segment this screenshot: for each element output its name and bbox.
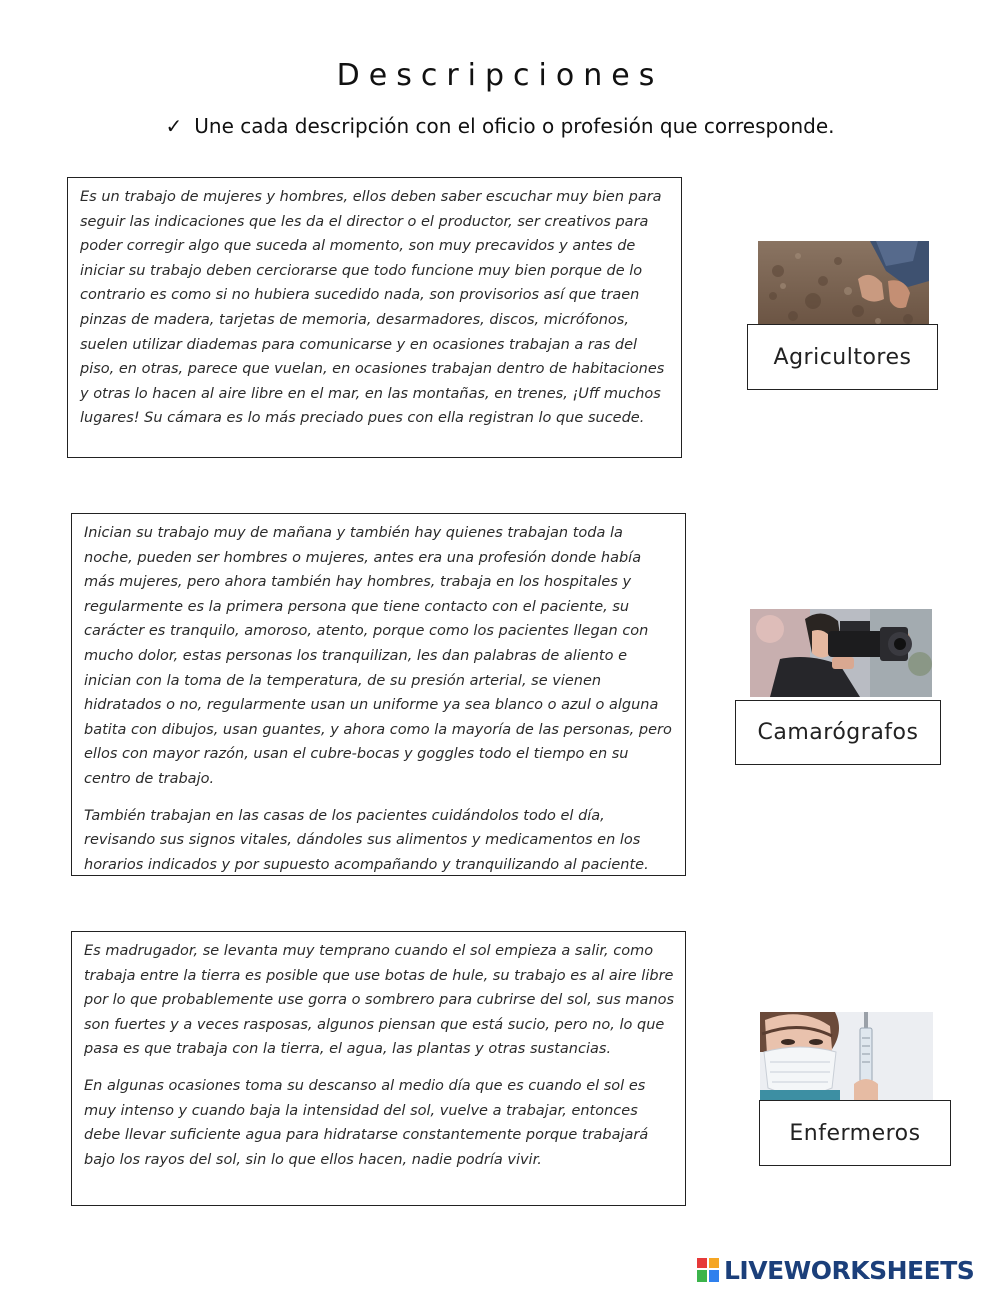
instruction xyxy=(0,114,1000,138)
liveworksheets-logo xyxy=(697,1255,974,1285)
description-box-2[interactable] xyxy=(71,513,686,876)
logo-mark-icon xyxy=(697,1258,719,1282)
description-paragraph: Es un trabajo de mujeres y hombres, ellos deben saber escuchar muy bien para seguir las indicaciones que les da el director o el productor, ser creativos para poder corregir algo que suceda al momento, son muy precavidos y antes de iniciar su trabajo deben cerciorarse que todo funcione muy bien porque de lo contrario es como si no hubiera sucedido nada, son provisorios así que traen pinzas de madera, tarjetas de memoria, desarmadores, discos, micrófonos, suelen utilizar diademas para comunicarse y en ocasiones trabajan a ras del piso, en otras, parece que vuelan, en ocasiones trabajan dentro de habitaciones y otras lo hacen al aire libre en el mar, en las montañas, en trenes, ¡Uff muchos lugares! Su cámara es lo más preciado pues con ella registran lo que sucede. xyxy=(80,189,665,427)
farmer-hands-soil-photo xyxy=(758,241,929,326)
nurse-photo-graphic xyxy=(760,1012,933,1100)
description-paragraph: También trabajan en las casas de los pacientes cuidándolos todo el día, revisando sus signos vitales, dándoles sus alimentos y medicamentos en los horarios indicados y por supuesto acompañando y tranquilizando al paciente. xyxy=(84,807,649,873)
instruction-text: Une cada descripción con el oficio o profesión que corresponde. xyxy=(194,114,835,138)
option-label-enfermeros[interactable]: Enfermeros xyxy=(759,1100,951,1166)
camera-operator-photo xyxy=(750,609,932,697)
logo-text: LIVEWORKSHEETS xyxy=(724,1255,975,1285)
option-label-camarografos[interactable]: Camarógrafos xyxy=(735,700,941,765)
description-box-1[interactable] xyxy=(67,177,682,458)
description-paragraph: Inician su trabajo muy de mañana y también hay quienes trabajan toda la noche, pueden ser hombres o mujeres, antes era una profesión donde había más mujeres, pero ahora también hay hombres, trabaja en los hospitales y regularmente es la primera persona que tiene contacto con el paciente, su carácter es tranquilo, amoroso, atento, porque como los pacientes llegan con mucho dolor, estas personas los tranquilizan, les dan palabras de aliento e inician con la toma de la temperatura, de su presión arterial, se vienen hidratados o no, regularmente usan un uniforme ya sea blanco o azul o alguna batita con dibujos, usan guantes, y ahora como la mayoría de las personas, pero ellos con mayor razón, usan el cubre-bocas y goggles todo el tiempo en su centro de trabajo. xyxy=(84,525,672,787)
nurse-mask-syringe-photo xyxy=(760,1012,933,1100)
description-paragraph: Es madrugador, se levanta muy temprano cuando el sol empieza a salir, como trabaja entre la tierra es posible que use botas de hule, su trabajo es al aire libre por lo que probablemente use gorra o sombrero para cubrirse del sol, sus manos son fuertes y a veces rasposas, algunos piensan que está sucio, pero no, lo que pasa es que trabaja con la tierra, el agua, las plantas y otras sustancias. xyxy=(84,943,675,1058)
option-label-agricultores[interactable]: Agricultores xyxy=(747,324,938,390)
checkmark-icon: ✓ xyxy=(165,114,183,138)
description-paragraph: En algunas ocasiones toma su descanso al medio día que es cuando el sol es muy intenso y cuando baja la intensidad del sol, vuelve a trabajar, entonces debe llevar suficiente agua para hidratarse constantemente porque trabajará bajo los rayos del sol, sin lo que ellos hacen, nadie podría vivir. xyxy=(84,1077,649,1168)
farmer-photo-graphic xyxy=(758,241,929,326)
description-box-3[interactable] xyxy=(71,931,686,1206)
page-title: Descripciones xyxy=(336,58,664,93)
camera-photo-graphic xyxy=(750,609,932,697)
